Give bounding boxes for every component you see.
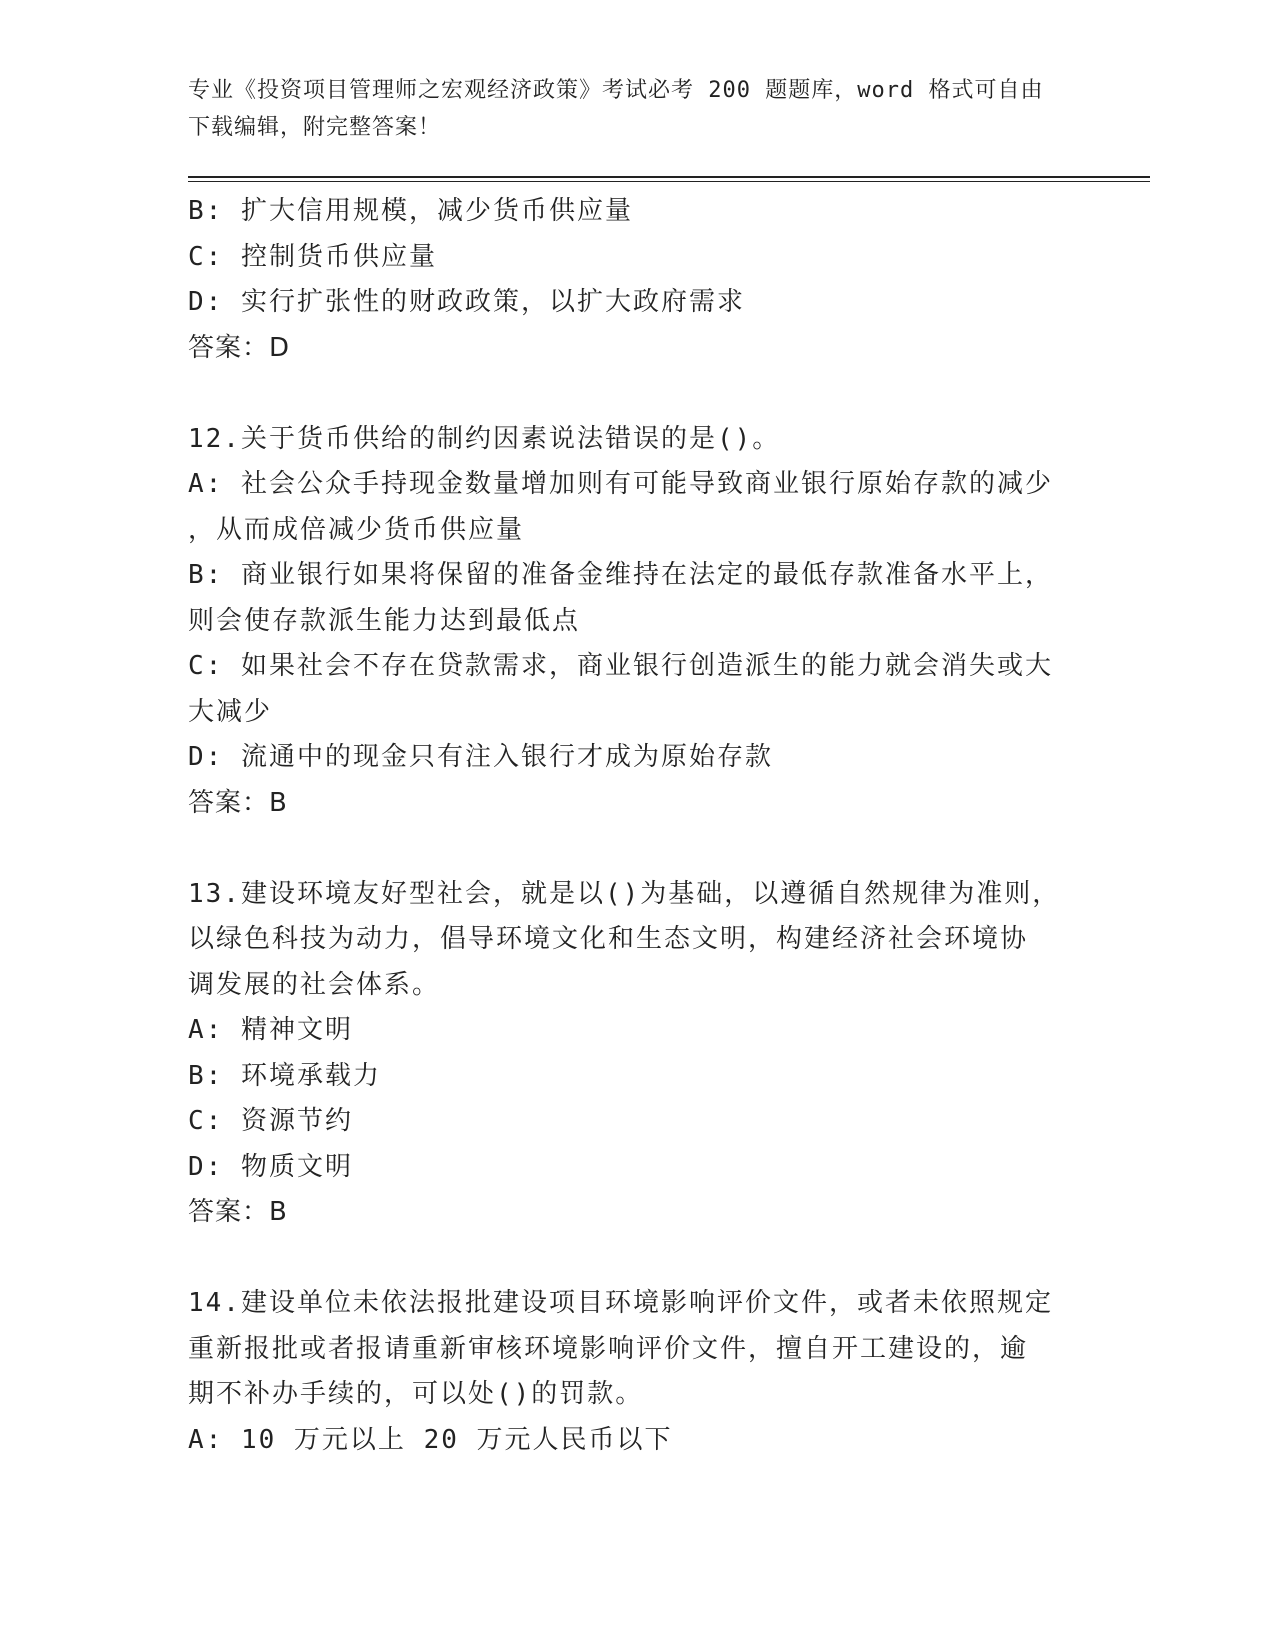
- option-a-cont: ，从而成倍减少货币供应量: [188, 514, 525, 545]
- header-divider-thin: [188, 181, 1150, 182]
- question-stem-cont: 期不补办手续的，可以处()的罚款。: [188, 1379, 644, 1409]
- answer: 答案：D: [188, 332, 291, 363]
- question-stem: 12.关于货币供给的制约因素说法错误的是()。: [188, 423, 781, 454]
- header-divider: [188, 176, 1150, 178]
- header-line: 下载编辑，附完整答案！: [188, 115, 442, 140]
- question-stem-cont: 以绿色科技为动力，倡导环境文化和生态文明，构建经济社会环境协: [188, 924, 1029, 954]
- question-block: [188, 189, 1068, 371]
- option-b: B: 环境承载力: [188, 1060, 381, 1091]
- answer: 答案：B: [188, 787, 288, 818]
- option-d: D: 物质文明: [188, 1151, 353, 1182]
- question-list: [188, 189, 1068, 1463]
- question-block-13: [188, 872, 1068, 1236]
- option-b-cont: 则会使存款派生能力达到最低点: [188, 605, 581, 636]
- spacer: [188, 1236, 1068, 1282]
- question-block-12: [188, 417, 1068, 827]
- spacer: [188, 826, 1068, 872]
- option-a: A: 10 万元以上 20 万元人民币以下: [188, 1424, 673, 1455]
- question-stem: 14.建设单位未依法报批建设项目环境影响评价文件，或者未依照规定: [188, 1288, 1053, 1318]
- option-b: B: 扩大信用规模，减少货币供应量: [188, 196, 633, 226]
- question-stem-cont: 重新报批或者报请重新审核环境影响评价文件，擅自开工建设的，逾: [188, 1333, 1029, 1364]
- question-block-14: [188, 1281, 1068, 1463]
- document-header: [188, 72, 1088, 146]
- answer: 答案：B: [188, 1197, 288, 1227]
- option-c: C: 如果社会不存在贷款需求，商业银行创造派生的能力就会消失或大: [188, 651, 1053, 681]
- question-stem-cont: 调发展的社会体系。: [188, 969, 441, 1000]
- option-d: D: 流通中的现金只有注入银行才成为原始存款: [188, 742, 773, 772]
- option-c: C: 控制货币供应量: [188, 241, 437, 272]
- option-b: B: 商业银行如果将保留的准备金维持在法定的最低存款准备水平上，: [188, 560, 1053, 590]
- question-stem: 13.建设环境友好型社会，就是以()为基础，以遵循自然规律为准则，: [188, 878, 1061, 909]
- option-a: A: 精神文明: [188, 1015, 353, 1045]
- spacer: [188, 371, 1068, 417]
- header-line: 专业《投资项目管理师之宏观经济政策》考试必考 200 题题库，word 格式可自由: [188, 78, 1044, 103]
- option-c: C: 资源节约: [188, 1106, 353, 1136]
- option-a: A: 社会公众手持现金数量增加则有可能导致商业银行原始存款的减少: [188, 469, 1053, 499]
- option-d: D: 实行扩张性的财政政策，以扩大政府需求: [188, 287, 745, 317]
- option-c-cont: 大减少: [188, 696, 273, 727]
